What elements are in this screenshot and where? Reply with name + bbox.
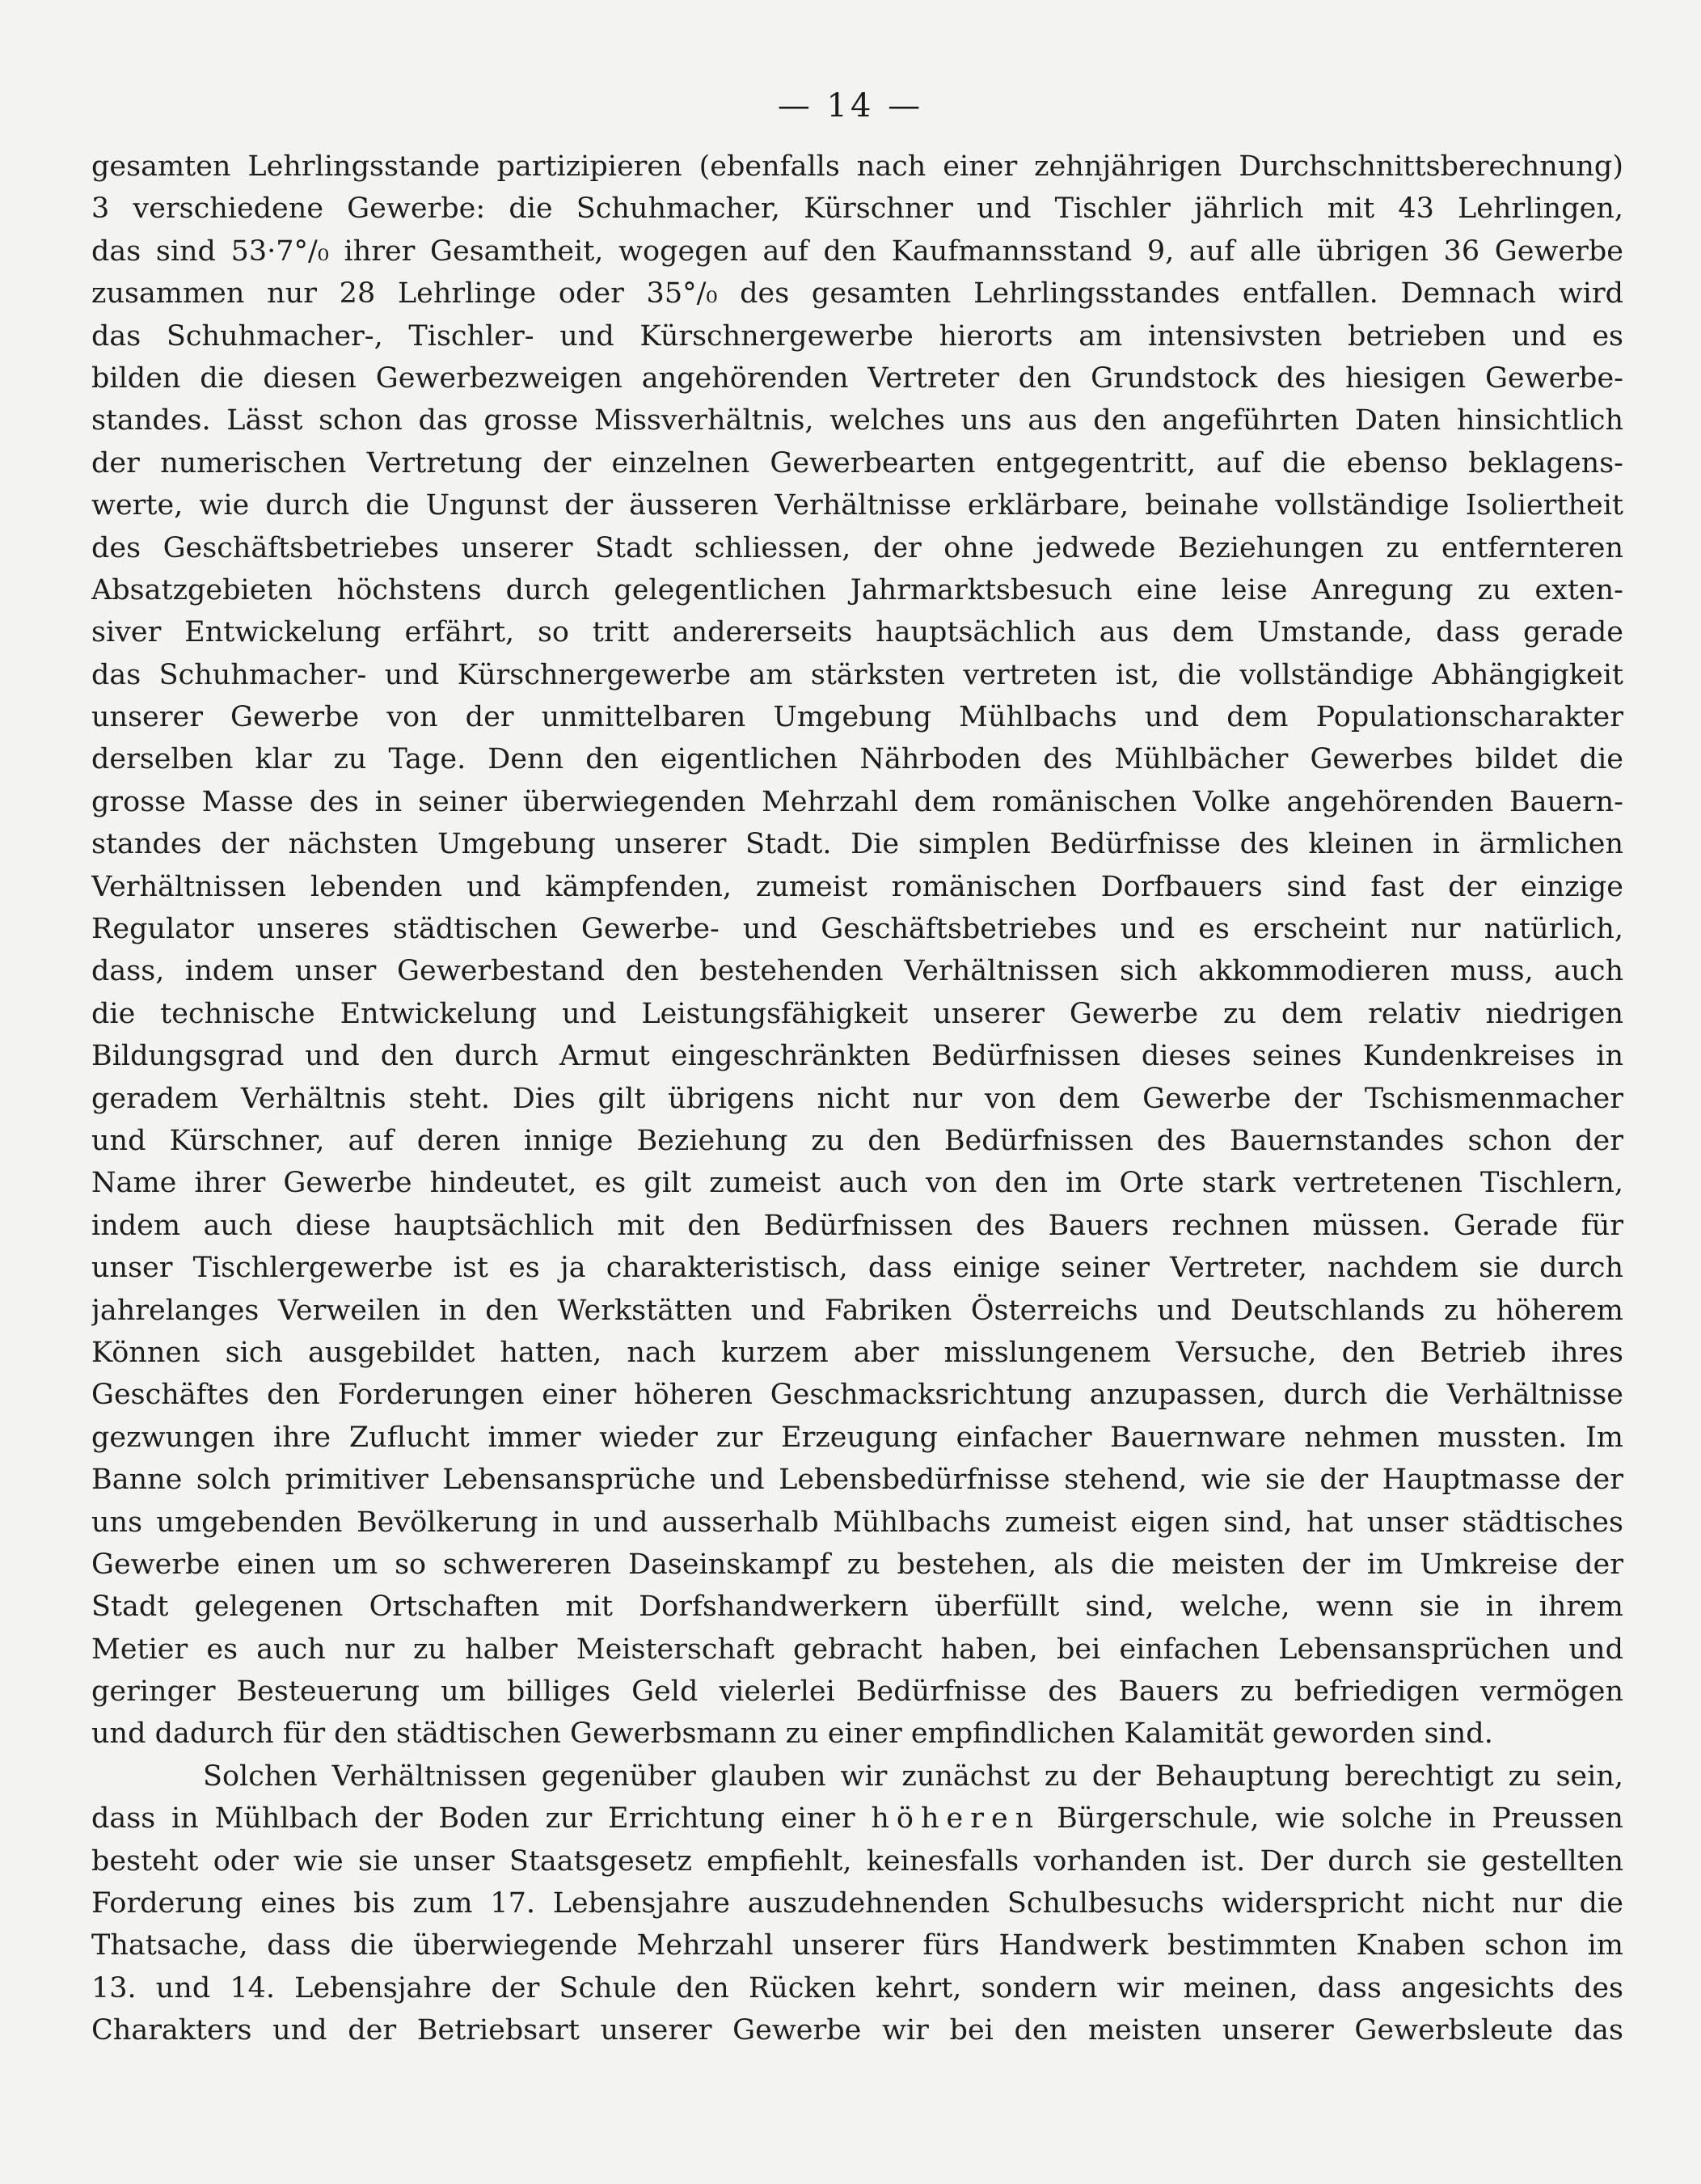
text-line: siver Entwickelung erfährt, so tritt andererseits hauptsächlich aus dem Umstande, dass gerade <box>91 616 1623 649</box>
text-line: das sind 53·7°/₀ ihrer Gesamtheit, wogegen auf den Kaufmannsstand 9, auf alle übrigen 36 Gewerbe <box>91 234 1623 268</box>
text-line: Banne solch primitiver Lebensansprüche und Lebensbedürfnisse stehend, wie sie der Hauptmasse der <box>91 1464 1623 1497</box>
page-number: — 14 — <box>777 87 924 125</box>
text-line: Thatsache, dass die überwiegende Mehrzahl unserer fürs Handwerk bestimmten Knaben schon im <box>91 1929 1623 1962</box>
text-line: 13. und 14. Lebensjahre der Schule den Rücken kehrt, sondern wir meinen, dass angesichts des <box>91 1971 1623 2004</box>
emphasized-word: höheren <box>871 1802 1041 1835</box>
paragraph-2-rest <box>91 1840 1623 2052</box>
text-line: Charakters und der Betriebsart unserer Gewerbe wir bei den meisten unserer Gewerbsleute das <box>91 2014 1623 2047</box>
text-line: zusammen nur 28 Lehrlinge oder 35°/₀ des gesamten Lehrlingsstandes entfallen. Demnach wird <box>91 277 1623 310</box>
text-line: und Kürschner, auf deren innige Beziehung zu den Bedürfnissen des Bauernstandes schon der <box>91 1124 1623 1157</box>
text-segment: Bürgerschule, wie solche in Preussen <box>1057 1802 1623 1835</box>
text-line: Forderung eines bis zum 17. Lebensjahre auszudehnenden Schulbesuchs widerspricht nicht nur die <box>91 1887 1623 1920</box>
text-line: Können sich ausgebildet hatten, nach kurzem aber misslungenem Versuche, den Betrieb ihres <box>91 1336 1623 1369</box>
text-line: der numerischen Vertretung der einzelnen Gewerbearten entgegentritt, auf die ebenso beklagens- <box>91 446 1623 479</box>
paragraph-2 <box>91 1755 1623 2052</box>
text-line: geringer Besteuerung um billiges Geld vielerlei Bedürfnisse des Bauers zu befriedigen vermögen <box>91 1675 1623 1709</box>
text-line: gezwungen ihre Zuflucht immer wieder zur Erzeugung einfacher Bauernware nehmen mussten. Im <box>91 1421 1623 1454</box>
text-line: das Schuhmacher-, Tischler- und Kürschnergewerbe hierorts am intensivsten betrieben und es <box>91 319 1623 353</box>
text-line: Bildungsgrad und den durch Armut eingeschränkten Bedürfnissen dieses seines Kundenkreises in <box>91 1040 1623 1073</box>
text-line: Name ihrer Gewerbe hindeutet, es gilt zumeist auch von den im Orte stark vertretenen Tischlern, <box>91 1167 1623 1200</box>
text-line: Metier es auch nur zu halber Meisterschaft gebracht haben, bei einfachen Lebensansprüchen und <box>91 1633 1623 1666</box>
text-line: 3 verschiedene Gewerbe: die Schuhmacher, Kürschner und Tischler jährlich mit 43 Lehrlingen, <box>91 192 1623 226</box>
text-line: Absatzgebieten höchstens durch gelegentlichen Jahrmarktsbesuch eine leise Anregung zu exten- <box>91 573 1623 606</box>
text-line: geradem Verhältnis steht. Dies gilt übrigens nicht nur von dem Gewerbe der Tschismenmacher <box>91 1082 1623 1115</box>
text-line: indem auch diese hauptsächlich mit den Bedürfnissen des Bauers rechnen müssen. Gerade für <box>91 1209 1623 1242</box>
text-line: unserer Gewerbe von der unmittelbaren Umgebung Mühlbachs und dem Populationscharakter <box>91 701 1623 734</box>
body-text <box>91 146 1623 2052</box>
text-line: Solchen Verhältnissen gegenüber glauben wir zunächst zu der Behauptung berechtigt zu sein, <box>203 1759 1623 1793</box>
text-line: Verhältnissen lebenden und kämpfenden, zumeist romänischen Dorfbauers sind fast der einzige <box>91 870 1623 903</box>
text-line: die technische Entwickelung und Leistungsfähigkeit unserer Gewerbe zu dem relativ niedrigen <box>91 997 1623 1030</box>
text-line: und dadurch für den städtischen Gewerbsmann zu einer empfindlichen Kalamität geworden sind. <box>91 1717 1493 1751</box>
text-segment: dass in Mühlbach der Boden zur Errichtung einer <box>91 1802 855 1835</box>
text-line <box>91 1797 1623 1840</box>
text-line: das Schuhmacher- und Kürschnergewerbe am stärksten vertreten ist, die vollständige Abhängigkeit <box>91 658 1623 691</box>
paragraph-1 <box>91 146 1623 1755</box>
text-line: uns umgebenden Bevölkerung in und ausserhalb Mühlbachs zumeist eigen sind, hat unser städtisches <box>91 1506 1623 1539</box>
text-line: grosse Masse des in seiner überwiegenden Mehrzahl dem romänischen Volke angehörenden Bauern- <box>91 785 1623 818</box>
text-line: Gewerbe einen um so schwereren Daseinskampf zu bestehen, als die meisten der im Umkreise der <box>91 1548 1623 1581</box>
text-line: Geschäftes den Forderungen einer höheren Geschmacksrichtung anzupassen, durch die Verhältnisse <box>91 1379 1623 1412</box>
text-line: werte, wie durch die Ungunst der äusseren Verhältnisse erklärbare, beinahe vollständige Isoliertheit <box>91 489 1623 522</box>
text-line: standes. Lässt schon das grosse Missverhältnis, welches uns aus den angeführten Daten hinsichtlich <box>91 404 1623 437</box>
text-line: jahrelanges Verweilen in den Werkstätten und Fabriken Österreichs und Deutschlands zu höherem <box>91 1294 1623 1327</box>
text-line: bilden die diesen Gewerbezweigen angehörenden Vertreter den Grundstock des hiesigen Gewerbe- <box>91 361 1623 395</box>
text-line: besteht oder wie sie unser Staatsgesetz empfiehlt, keinesfalls vorhanden ist. Der durch sie gestellten <box>91 1844 1623 1878</box>
text-line: dass, indem unser Gewerbestand den bestehenden Verhältnissen sich akkommodieren muss, auch <box>91 955 1623 988</box>
text-line: unser Tischlergewerbe ist es ja charakteristisch, dass einige seiner Vertreter, nachdem sie durch <box>91 1252 1623 1285</box>
text-line: Stadt gelegenen Ortschaften mit Dorfshandwerkern überfüllt sind, welche, wenn sie in ihrem <box>91 1590 1623 1624</box>
text-line: gesamten Lehrlingsstande partizipieren (ebenfalls nach einer zehnjährigen Durchschnittsberechnung) <box>91 150 1623 183</box>
text-line: standes der nächsten Umgebung unserer Stadt. Die simplen Bedürfnisse des kleinen in ärmlichen <box>91 828 1623 861</box>
text-line: des Geschäftsbetriebes unserer Stadt schliessen, der ohne jedwede Beziehungen zu entfernteren <box>91 531 1623 564</box>
text-line: Regulator unseres städtischen Gewerbe- und Geschäftsbetriebes und es erscheint nur natürlich, <box>91 913 1623 946</box>
text-line: derselben klar zu Tage. Denn den eigentlichen Nährboden des Mühlbächer Gewerbes bildet die <box>91 743 1623 776</box>
